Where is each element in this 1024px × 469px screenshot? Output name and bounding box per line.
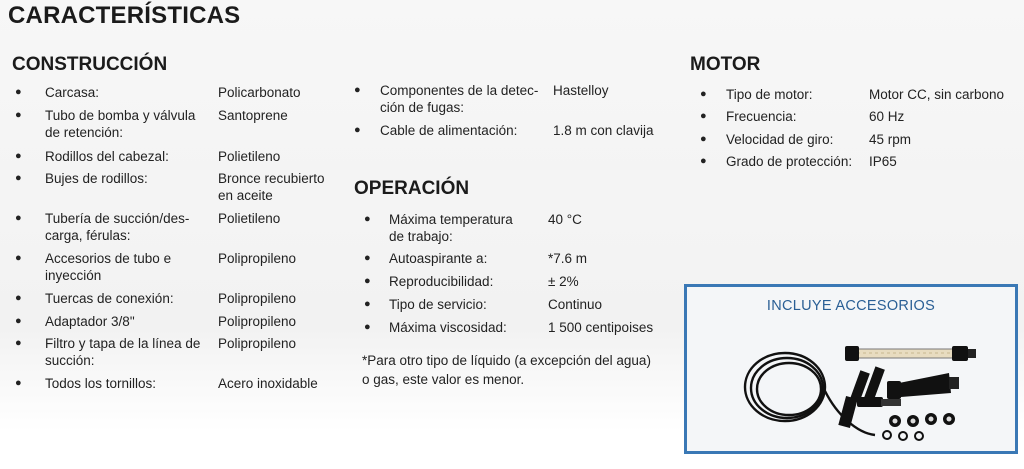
bullet-icon: ● — [15, 252, 22, 264]
bullet-icon: ● — [15, 86, 22, 98]
bullet-icon: ● — [700, 133, 707, 145]
spec-label: Tubo de bomba y válvula de retención: — [45, 108, 196, 140]
bullet-icon: ● — [15, 315, 22, 327]
spec-row — [364, 211, 748, 245]
spec-value: *7.6 m — [548, 251, 588, 266]
spec-row — [15, 210, 418, 244]
spec-label: Filtro y tapa de la línea de succión: — [45, 336, 201, 368]
spec-label: Tipo de motor: — [726, 87, 813, 102]
spec-label: Tuercas de conexión: — [45, 291, 174, 306]
page-title: CARACTERÍSTICAS — [8, 2, 241, 29]
spec-label: Todos los tornillos: — [45, 376, 157, 391]
accessories-title: INCLUYE ACCESORIOS — [766, 298, 936, 314]
spec-row — [354, 122, 753, 156]
bullet-icon: ● — [15, 337, 22, 349]
spec-label: Máxima viscosidad: — [389, 320, 507, 335]
spec-label: Máxima temperatura de trabajo: — [389, 212, 513, 244]
spec-label: Tipo de servicio: — [389, 297, 487, 312]
nuts-icon — [883, 413, 955, 440]
spec-label: Velocidad de giro: — [726, 132, 834, 147]
bullet-icon: ● — [15, 292, 22, 304]
spec-value: Polipropileno — [218, 336, 297, 351]
spec-value: Bronce recubierto en aceite — [218, 171, 325, 203]
spec-row — [15, 250, 418, 284]
spec-value: Continuo — [548, 297, 603, 312]
spec-value: 1 500 centipoises — [548, 320, 654, 335]
spec-label: Reproducibilidad: — [389, 274, 494, 289]
spec-row — [15, 375, 418, 409]
spec-label: Cable de alimentación: — [380, 123, 518, 138]
bullet-icon: ● — [700, 110, 707, 122]
spec-label: Autoaspirante a: — [389, 251, 488, 266]
transparent-tube-icon — [845, 346, 976, 361]
operacion-note: *Para otro tipo de líquido (a excepción del agua) o gas, este valor es menor. — [362, 353, 651, 387]
spec-value: Policarbonato — [218, 85, 301, 100]
spec-label: Grado de protección: — [726, 154, 853, 169]
bullet-icon: ● — [700, 155, 707, 167]
spec-row — [354, 82, 753, 116]
spec-label: Adaptador 3/8" — [45, 314, 135, 329]
bullet-icon: ● — [364, 321, 371, 333]
spec-value: Polietileno — [218, 211, 281, 226]
spec-label: Componentes de la detec- ción de fugas: — [380, 83, 539, 115]
bullet-icon: ● — [354, 84, 361, 96]
spec-value: 60 Hz — [869, 109, 905, 124]
bullet-icon: ● — [15, 172, 22, 184]
spec-value: Santoprene — [218, 108, 288, 123]
spec-value: IP65 — [869, 154, 897, 169]
spec-label: Tubería de succión/des- carga, férulas: — [45, 211, 190, 243]
spec-row — [15, 335, 418, 369]
bullet-icon: ● — [364, 252, 371, 264]
bullet-icon: ● — [364, 213, 371, 225]
spec-value: Acero inoxidable — [218, 376, 318, 391]
accessories-box — [684, 284, 1018, 454]
spec-value: 1.8 m con clavija — [553, 123, 654, 138]
spec-label: Frecuencia: — [726, 109, 797, 124]
spec-value: ± 2% — [548, 274, 579, 289]
spec-value: Motor CC, sin carbono — [869, 87, 1005, 102]
spec-label: Carcasa: — [45, 85, 100, 100]
bullet-icon: ● — [15, 150, 22, 162]
accessories-image — [737, 335, 997, 443]
spec-label: Bujes de rodillos: — [45, 171, 148, 186]
operacion-title: OPERACIÓN — [354, 178, 470, 199]
bullet-icon: ● — [700, 88, 707, 100]
spec-value: 45 rpm — [869, 132, 912, 147]
construccion-title: CONSTRUCCIÓN — [12, 54, 168, 75]
motor-title: MOTOR — [690, 54, 761, 75]
bullet-icon: ● — [15, 212, 22, 224]
spec-value: Polipropileno — [218, 291, 297, 306]
spec-label: Accesorios de tubo e inyección — [45, 251, 172, 283]
spec-value: Polietileno — [218, 149, 281, 164]
bullet-icon: ● — [364, 275, 371, 287]
spec-value: 40 °C — [548, 212, 582, 227]
injection-valve-icon — [887, 373, 959, 399]
spec-row — [700, 153, 1024, 187]
bullet-icon: ● — [15, 377, 22, 389]
spec-value: Polipropileno — [218, 251, 297, 266]
bullet-icon: ● — [15, 109, 22, 121]
bullet-icon: ● — [364, 298, 371, 310]
bullet-icon: ● — [354, 124, 361, 136]
spec-value: Hastelloy — [553, 83, 609, 98]
spec-label: Rodillos del cabezal: — [45, 149, 169, 164]
spec-value: Polipropileno — [218, 314, 297, 329]
